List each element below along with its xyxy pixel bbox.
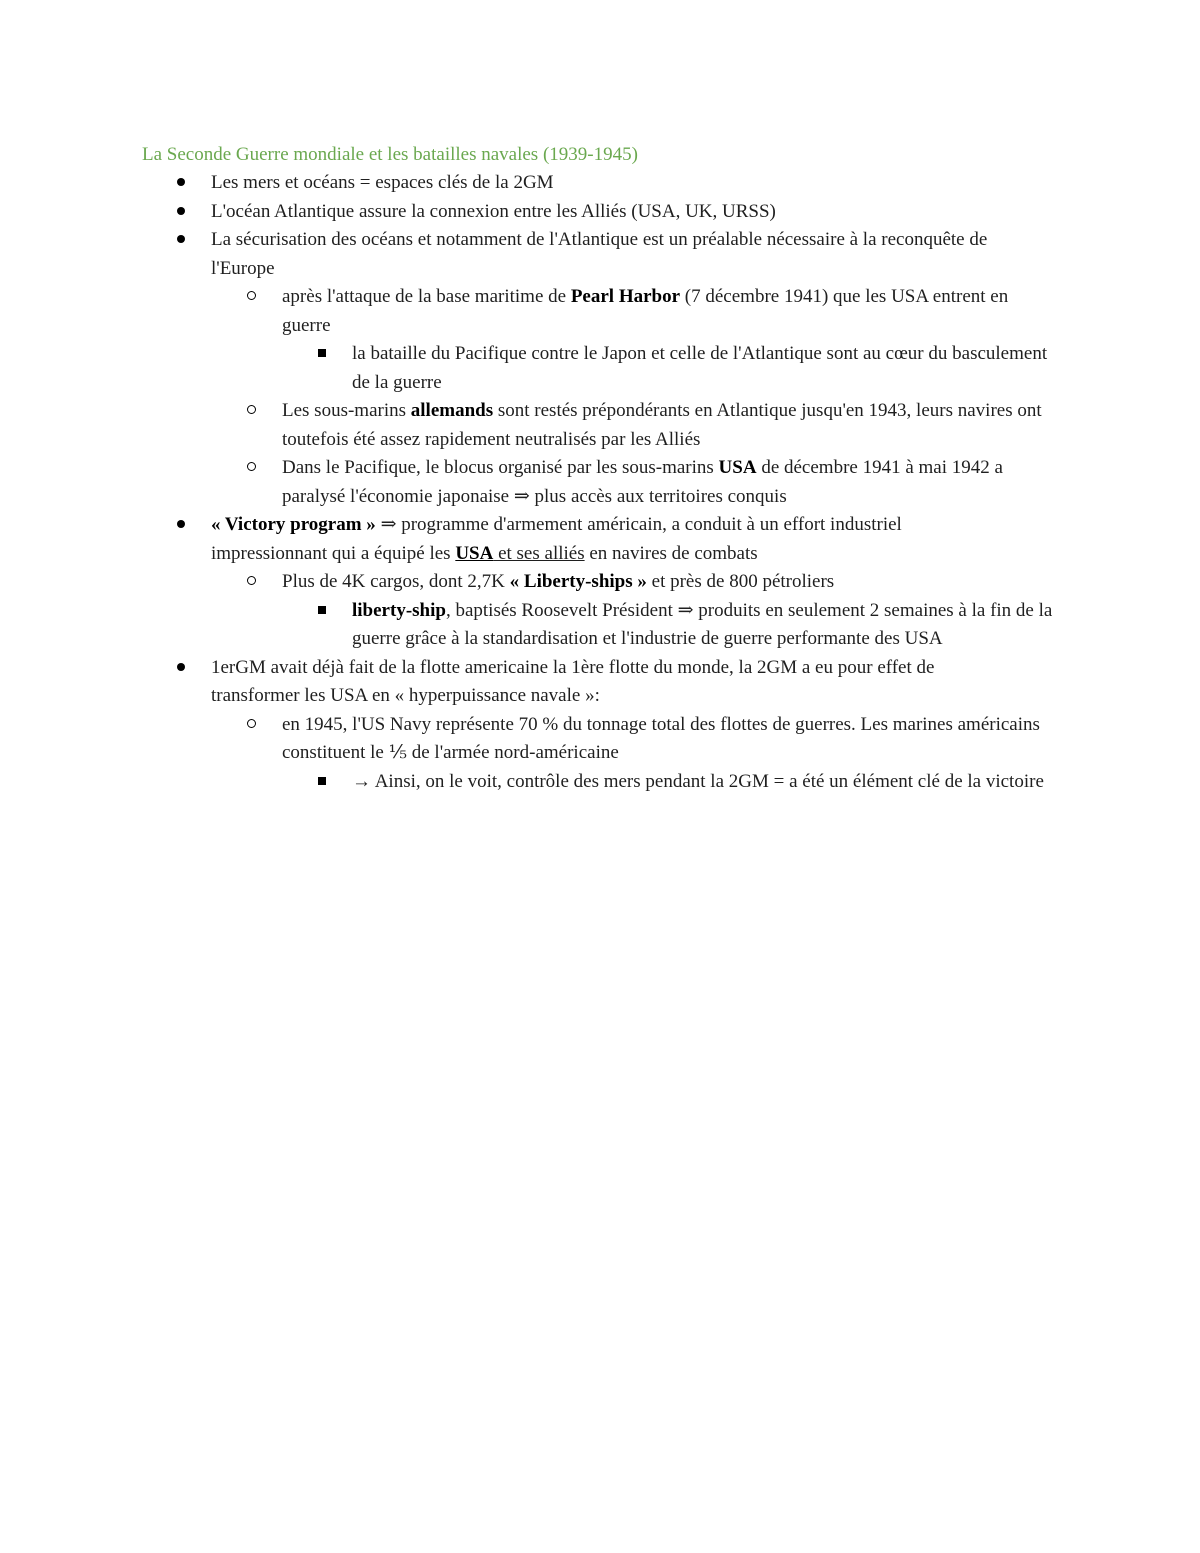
filled-bullet-icon: [177, 226, 185, 255]
list-item: liberty-ship, baptisés Roosevelt Président ⇒ produits en seulement 2 semaines à la fin de la guerre grâce à la standardisation et l'industrie de guerre performante des USA: [352, 597, 1062, 654]
list-item: « Victory program » ⇒ programme d'armement américain, a conduit à un effort industriel impressionnant qui a équipé les USA et ses alliés en navires de combats: [211, 511, 1011, 568]
list-item: → Ainsi, on le voit, contrôle des mers pendant la 2GM = a été un élément clé de la victoire: [352, 768, 1062, 797]
square-bullet-icon: [318, 768, 326, 797]
square-bullet-icon: [318, 340, 326, 369]
hollow-bullet-icon: [247, 397, 256, 426]
hollow-bullet-icon: [247, 711, 256, 740]
filled-bullet-icon: [177, 198, 185, 227]
list-item: L'océan Atlantique assure la connexion entre les Alliés (USA, UK, URSS): [211, 198, 1011, 227]
filled-bullet-icon: [177, 169, 185, 198]
list-item: la bataille du Pacifique contre le Japon et celle de l'Atlantique sont au cœur du basculement de la guerre: [352, 340, 1062, 397]
hollow-bullet-icon: [247, 454, 256, 483]
filled-bullet-icon: [177, 511, 185, 540]
list-item: Dans le Pacifique, le blocus organisé par les sous-marins USA de décembre 1941 à mai 1942 a paralysé l'économie japonaise ⇒ plus accès aux territoires conquis: [282, 454, 1057, 511]
list-item: Les sous-marins allemands sont restés prépondérants en Atlantique jusqu'en 1943, leurs navires ont toutefois été assez rapidement neutralisés par les Alliés: [282, 397, 1057, 454]
list-item: après l'attaque de la base maritime de Pearl Harbor (7 décembre 1941) que les USA entrent en guerre: [282, 283, 1057, 340]
square-bullet-icon: [318, 597, 326, 626]
document-body: [0, 169, 1200, 796]
list-item: en 1945, l'US Navy représente 70 % du tonnage total des flottes de guerres. Les marines américains constituent le ⅕ de l'armée nord-américaine: [282, 711, 1057, 768]
hollow-bullet-icon: [247, 283, 256, 312]
filled-bullet-icon: [177, 654, 185, 683]
hollow-bullet-icon: [247, 568, 256, 597]
list-item: Plus de 4K cargos, dont 2,7K « Liberty-ships » et près de 800 pétroliers: [282, 568, 1057, 597]
document-title: La Seconde Guerre mondiale et les batailles navales (1939-1945): [142, 144, 638, 165]
list-item: La sécurisation des océans et notamment de l'Atlantique est un préalable nécessaire à la reconquête de l'Europe: [211, 226, 1011, 283]
list-item: 1erGM avait déjà fait de la flotte americaine la 1ère flotte du monde, la 2GM a eu pour effet de transformer les USA en « hyperpuissance navale »:: [211, 654, 1011, 711]
list-item: Les mers et océans = espaces clés de la 2GM: [211, 169, 1011, 198]
